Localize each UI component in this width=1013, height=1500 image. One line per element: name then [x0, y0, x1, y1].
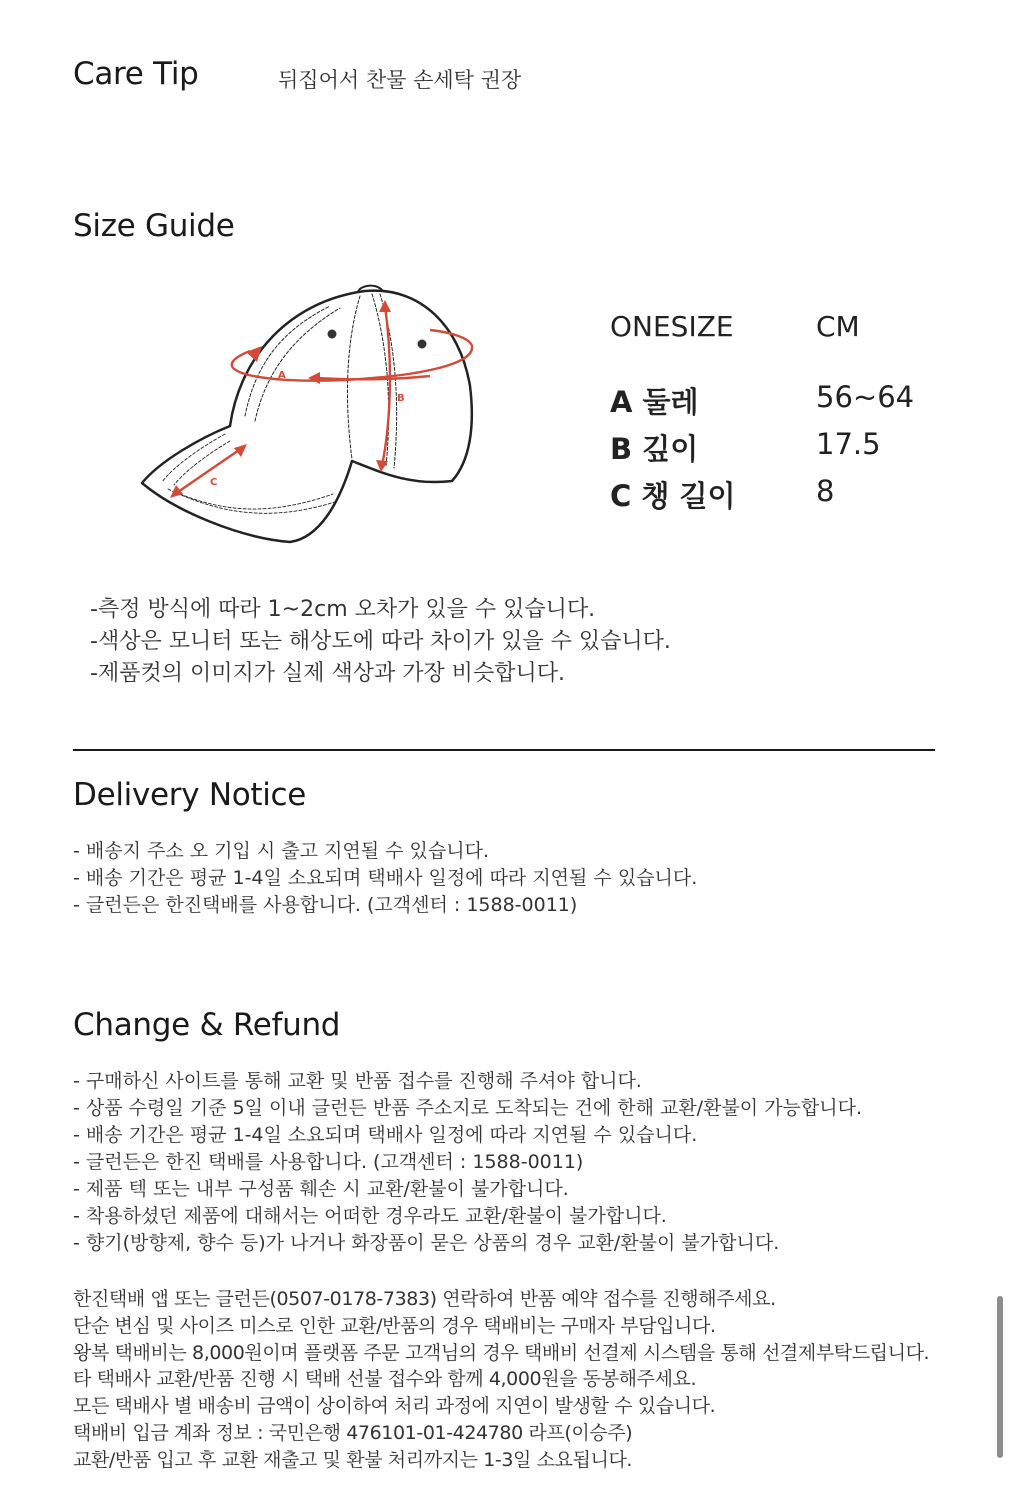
list-item: - 향기(방향제, 향수 등)가 나거나 화장품이 묻은 상품의 경우 교환/환불이 불가합니다. [73, 1232, 780, 1254]
size-notes [90, 594, 671, 690]
diagram-label-b: B [397, 393, 405, 404]
list-item: - 상품 수령일 기준 5일 이내 글런든 반품 주소지로 도착되는 건에 한해 교환/환불이 가능합니다. [73, 1097, 862, 1119]
diagram-label-c: C [210, 477, 218, 488]
size-row-label: A 둘레 [610, 385, 699, 419]
list-item: - 구매하신 사이트를 통해 교환 및 반품 접수를 진행해 주셔야 합니다. [73, 1070, 642, 1092]
instruction-line: 왕복 택배비는 8,000원이며 플랫폼 주문 고객님의 경우 택배비 선결제 시스템을 통해 선결제부탁드립니다. [73, 1341, 930, 1364]
list-item: - 배송지 주소 오 기입 시 출고 지연될 수 있습니다. [73, 840, 489, 862]
care-tip-title: Care Tip [73, 56, 199, 92]
list-item: - 글런든은 한진 택배를 사용합니다. (고객센터 : 1588-0011) [73, 1151, 584, 1173]
instruction-line: 단순 변심 및 사이즈 미스로 인한 교환/반품의 경우 택배비는 구매자 부담입니다. [73, 1314, 716, 1337]
diagram-label-a: A [278, 370, 286, 381]
list-item: - 배송 기간은 평균 1-4일 소요되며 택배사 일정에 따라 지연될 수 있습니다. [73, 1124, 698, 1146]
list-item: - 배송 기간은 평균 1-4일 소요되며 택배사 일정에 따라 지연될 수 있습니다. [73, 867, 698, 889]
change-refund-list [73, 1068, 862, 1257]
size-guide-title: Size Guide [73, 208, 235, 244]
delivery-notice-title: Delivery Notice [73, 777, 307, 813]
size-row-value: 8 [816, 474, 835, 508]
instruction-line: 타 택배사 교환/반품 진행 시 택배 선불 접수와 함께 4,000원을 동봉해주세요. [73, 1368, 697, 1391]
size-row-label: B 깊이 [610, 432, 699, 466]
list-item: - 제품 텍 또는 내부 구성품 훼손 시 교환/환불이 불가합니다. [73, 1178, 569, 1200]
size-note: -제품컷의 이미지가 실제 색상과 가장 비슷합니다. [90, 661, 565, 686]
list-item: - 착용하셨던 제품에 대해서는 어떠한 경우라도 교환/환불이 불가합니다. [73, 1205, 667, 1227]
size-row-value: 17.5 [816, 427, 881, 461]
size-header-unit: CM [816, 310, 860, 343]
change-refund-title: Change & Refund [73, 1007, 341, 1043]
care-tip-text: 뒤집어서 찬물 손세탁 권장 [278, 68, 522, 92]
size-note: -색상은 모니터 또는 해상도에 따라 차이가 있을 수 있습니다. [90, 629, 671, 654]
instruction-line: 모든 택배사 별 배송비 금액이 상이하여 처리 과정에 지연이 발생할 수 있습니다. [73, 1395, 716, 1418]
instruction-line: 택배비 입금 계좌 정보 : 국민은행 476101-01-424780 라프(이승주) [73, 1421, 633, 1444]
instruction-line: 교환/반품 입고 후 교환 재출고 및 환불 처리까지는 1-3일 소요됩니다. [73, 1448, 633, 1471]
size-row-label: C 챙 길이 [610, 479, 736, 513]
size-row-value: 56~64 [816, 380, 915, 414]
size-header-onesize: ONESIZE [610, 310, 734, 343]
list-item: - 글런든은 한진택배를 사용합니다. (고객센터 : 1588-0011) [73, 894, 578, 916]
section-divider [73, 749, 935, 751]
delivery-notice-list [73, 838, 697, 919]
instruction-line: 한진택배 앱 또는 글런든(0507-0178-7383) 연락하여 반품 예약 접수를 진행해주세요. [73, 1288, 776, 1310]
refund-instructions [73, 1286, 929, 1474]
vertical-scrollbar[interactable] [997, 1296, 1003, 1458]
cap-diagram-icon [130, 276, 490, 551]
size-note: -측정 방식에 따라 1~2cm 오차가 있을 수 있습니다. [90, 597, 596, 622]
